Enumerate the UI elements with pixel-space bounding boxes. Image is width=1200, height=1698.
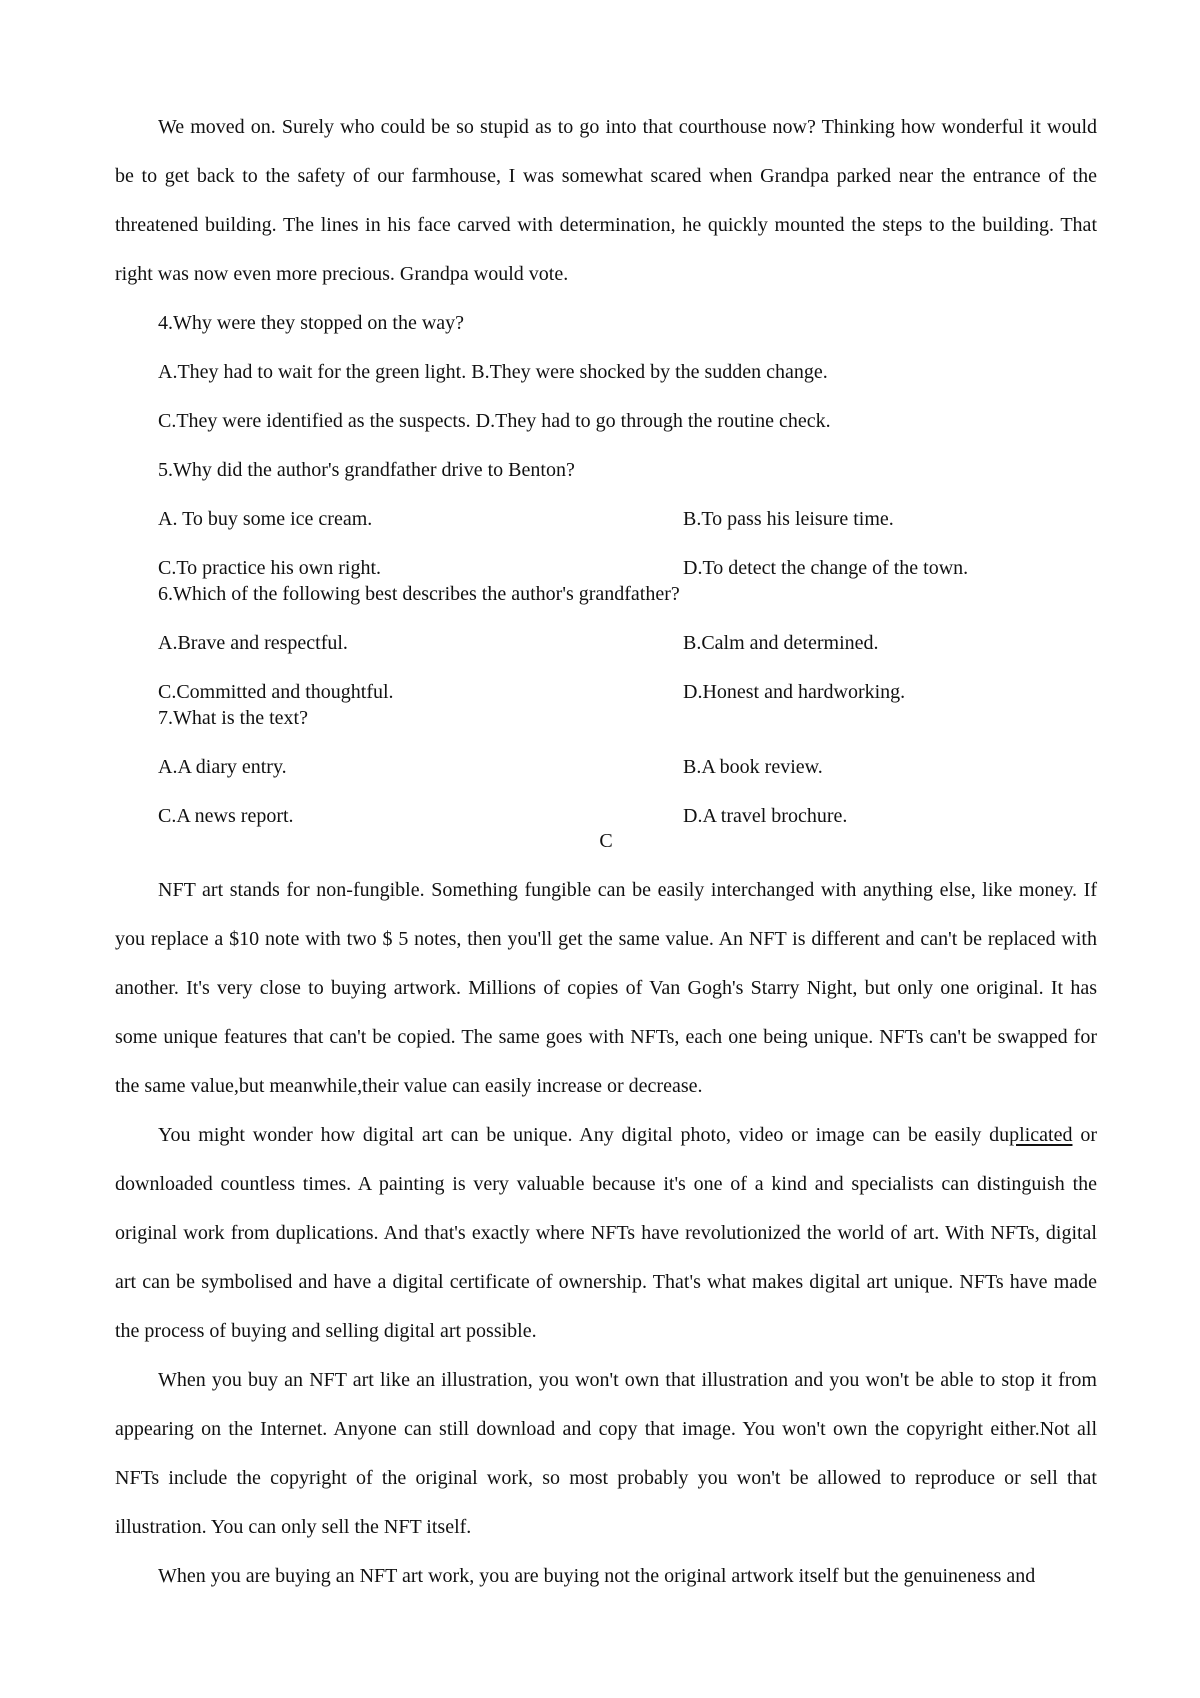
paragraph-2-text-after: or downloaded countless times. A painting is very valuable because it's one of a kind and specialists can distinguish the original work from duplications. And that's exactly where NFTs have revolutionized the world of art. With NFTs, digital art can be symbolised and have a digital certificate of ownership. That's what makes digital art unique. NFTs have made the process of buying and selling digital art possible. [115, 1124, 1097, 1342]
question-5-option-a: A. To buy some ice cream. [158, 508, 373, 530]
question-6-option-d: D.Honest and hardworking. [683, 681, 906, 703]
passage-b-paragraph: We moved on. Surely who could be so stupid as to go into that courthouse now? Thinking how wonderful it would be to get back to the safety of our farmhouse, I was somewhat scared when Grandpa parked near the entrance of the threatened building. The lines in his face carved with determination, he quickly mounted the steps to the building. That right was now even more precious. Grandpa would vote. [115, 116, 1097, 285]
passage-c-paragraph-4: When you are buying an NFT art work, you are buying not the original artwork itself but the genuineness and [158, 1565, 1036, 1587]
question-5-option-d: D.To detect the change of the town. [683, 557, 969, 579]
document-page [115, 103, 1097, 1601]
question-7-option-b: B.A book review. [683, 756, 823, 778]
question-4-options-line-1: A.They had to wait for the green light. B.They were shocked by the sudden change. [158, 361, 828, 383]
passage-c-paragraph-1: NFT art stands for non-fungible. Something fungible can be easily interchanged with anything else, like money. If you replace a $10 note with two $ 5 notes, then you'll get the same value. An NFT is different and can't be replaced with another. It's very close to buying artwork. Millions of copies of Van Gogh's Starry Night, but only one original. It has some unique features that can't be copied. The same goes with NFTs, each one being unique. NFTs can't be swapped for the same value,but meanwhile,their value can easily increase or decrease. [115, 879, 1097, 1097]
paragraph-2-text-before: You might wonder how digital art can be unique. Any digital photo, video or image can be easily du [158, 1124, 1010, 1146]
question-6-stem: 6.Which of the following best describes the author's grandfather? [158, 583, 680, 605]
section-heading-c: C [599, 830, 613, 852]
passage-c-paragraph-3: When you buy an NFT art like an illustration, you won't own that illustration and you won't be able to stop it from appearing on the Internet. Anyone can still download and copy that image. You won't own the copyright either.Not all NFTs include the copyright of the original work, so most probably you won't be allowed to reproduce or sell that illustration. You can only sell the NFT itself. [115, 1369, 1097, 1538]
question-6-option-c: C.Committed and thoughtful. [158, 681, 394, 703]
question-4-options-line-2: C.They were identified as the suspects. D.They had to go through the routine check. [158, 410, 831, 432]
question-6-option-b: B.Calm and determined. [683, 632, 879, 654]
question-5-option-c: C.To practice his own right. [158, 557, 381, 579]
underlined-word-duplicated: plicated [1009, 1124, 1073, 1146]
question-5-option-b: B.To pass his leisure time. [683, 508, 894, 530]
question-6-option-a: A.Brave and respectful. [158, 632, 348, 654]
question-7-option-c: C.A news report. [158, 805, 294, 827]
question-5-stem: 5.Why did the author's grandfather drive to Benton? [158, 459, 575, 481]
question-7-option-d: D.A travel brochure. [683, 805, 848, 827]
question-7-option-a: A.A diary entry. [158, 756, 287, 778]
passage-c-paragraph-2 [115, 1111, 1097, 1356]
question-4-stem: 4.Why were they stopped on the way? [158, 312, 465, 334]
question-7-stem: 7.What is the text? [158, 707, 308, 729]
